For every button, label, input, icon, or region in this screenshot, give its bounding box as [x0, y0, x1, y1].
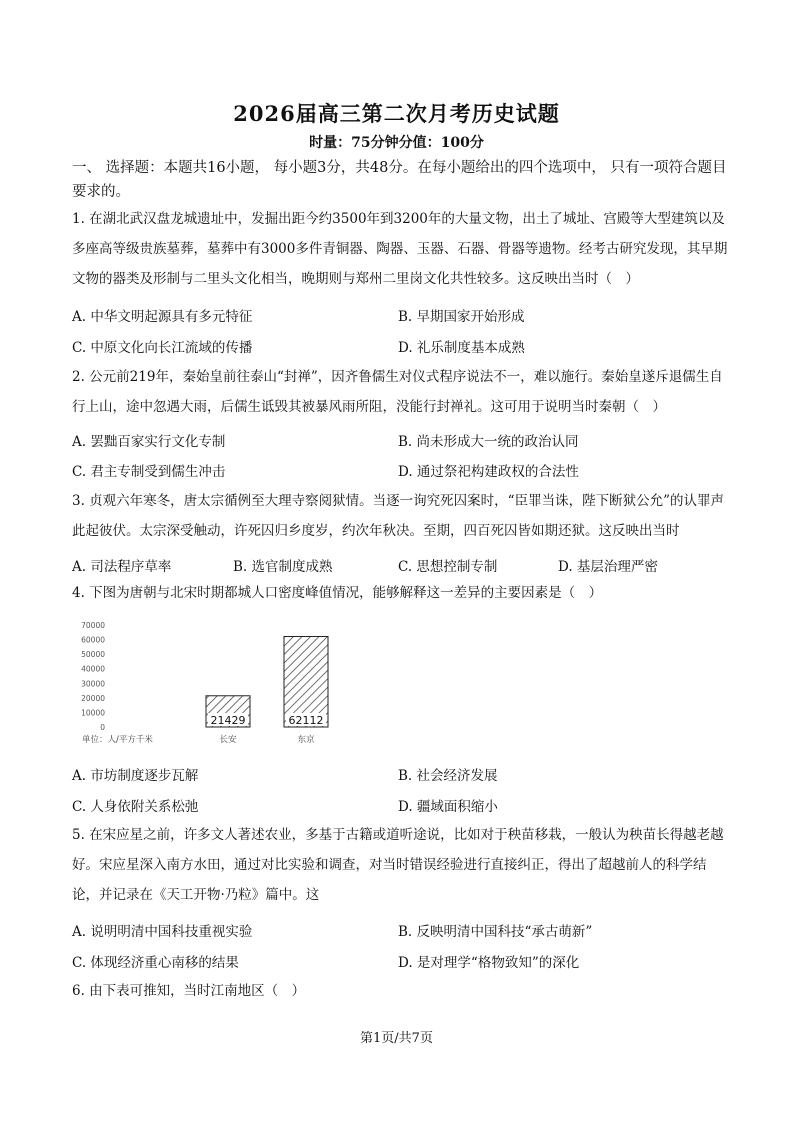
exam-title: 2026届高三第二次月考历史试题: [233, 101, 560, 126]
question-4-stem: 4. 下图为唐朝与北宋时期都城人口密度峰值情况，能够解释这一差异的主要因素是（ ）: [72, 585, 603, 601]
category-label: 东京: [297, 735, 315, 745]
y-tick-label: 10000: [81, 708, 105, 718]
bar-value-label: 21429: [210, 714, 246, 727]
question-4-option-a[interactable]: A. 市坊制度逐步瓦解: [72, 768, 199, 784]
y-tick-label: 30000: [81, 679, 105, 689]
section-heading: 一、 选择题：本题共16小题， 每小题3分，共48分。在每小题给出的四个选项中， 只有一项符合题目要求的。: [72, 160, 727, 200]
bar-value-label: 62112: [288, 714, 324, 727]
question-1-option-c[interactable]: C. 中原文化向长江流域的传播: [72, 340, 253, 356]
exam-info: 时量：75分钟分值：100分: [309, 135, 484, 151]
y-tick-label: 0: [100, 723, 105, 732]
question-2-option-a[interactable]: A. 罢黜百家实行文化专制: [72, 434, 226, 450]
question-4-option-d[interactable]: D. 疆域面积缩小: [398, 799, 498, 815]
question-3-option-c[interactable]: C. 思想控制专制: [398, 559, 498, 575]
question-5-option-c[interactable]: C. 体现经济重心南移的结果: [72, 955, 239, 971]
category-label: 长安: [219, 735, 237, 745]
question-5-option-a[interactable]: A. 说明明清中国科技重视实验: [72, 924, 253, 940]
y-tick-label: 60000: [81, 635, 105, 645]
question-4-option-b[interactable]: B. 社会经济发展: [398, 768, 498, 784]
question-3-option-b[interactable]: B. 选官制度成熟: [233, 559, 333, 575]
question-3-stem: 3. 贞观六年寒冬，唐太宗循例至大理寺察阅狱情。当逐一询究死囚案时，“臣罪当诛，陛下断狱公允”的认罪声此起彼伏。太宗深受触动，许死囚归乡度岁，约次年秋决。至期，四百死囚皆如期还狱。这反映出当时: [72, 493, 724, 539]
question-4-option-c[interactable]: C. 人身依附关系松弛: [72, 799, 199, 815]
question-6-stem: 6. 由下表可推知，当时江南地区（ ）: [72, 983, 306, 999]
question-1-stem: 1. 在湖北武汉盘龙城遗址中，发掘出距今约3500年到3200年的大量文物，出土了城址、宫殿等大型建筑以及多座高等级贵族墓葬，墓葬中有3000多件青铜器、陶器、玉器、石器、骨器等遗物。经考古研究发现，其早期文物的器类及形制与二里头文化相当，晚期则与郑州二里岗文化共性较多。这反映出当时（ ）: [72, 211, 728, 287]
question-3-option-a[interactable]: A. 司法程序草率: [72, 559, 172, 575]
chart-unit-label: 单位：人/平方千米: [82, 735, 153, 745]
question-1-option-a[interactable]: A. 中华文明起源具有多元特征: [72, 309, 253, 325]
population-density-chart: [60, 615, 360, 755]
question-1-option-b[interactable]: B. 早期国家开始形成: [398, 309, 525, 325]
question-1-option-d[interactable]: D. 礼乐制度基本成熟: [398, 340, 525, 356]
page-number: 第1页/共7页: [360, 1031, 433, 1046]
question-2-option-d[interactable]: D. 通过祭祀构建政权的合法性: [398, 464, 579, 480]
y-tick-label: 50000: [81, 650, 105, 660]
question-5-option-d[interactable]: D. 是对理学“格物致知”的深化: [398, 955, 580, 971]
y-tick-label: 20000: [81, 693, 105, 703]
question-5-stem: 5. 在宋应星之前，许多文人著述农业，多基于古籍或道听途说，比如对于秧苗移栽，一般认为秧苗长得越老越好。宋应星深入南方水田，通过对比实验和调查，对当时错误经验进行直接纠正，得出了超越前人的科学结论，并记录在《天工开物·乃粒》篇中。这: [72, 827, 724, 903]
y-tick-label: 40000: [81, 664, 105, 674]
question-3-option-d[interactable]: D. 基层治理严密: [558, 559, 658, 575]
question-2-option-c[interactable]: C. 君主专制受到儒生冲击: [72, 464, 226, 480]
y-tick-label: 70000: [81, 621, 105, 630]
question-2-stem: 2. 公元前219年，秦始皇前往泰山“封禅”，因齐鲁儒生对仪式程序说法不一，难以施行。秦始皇遂斥退儒生自行上山，途中忽遇大雨，后儒生诋毁其被暴风雨所阻，没能行封禅礼。这可用于说明当时秦朝（ ）: [72, 369, 723, 415]
question-2-option-b[interactable]: B. 尚未形成大一统的政治认同: [398, 434, 579, 450]
question-5-option-b[interactable]: B. 反映明清中国科技“承古萌新”: [398, 924, 593, 940]
